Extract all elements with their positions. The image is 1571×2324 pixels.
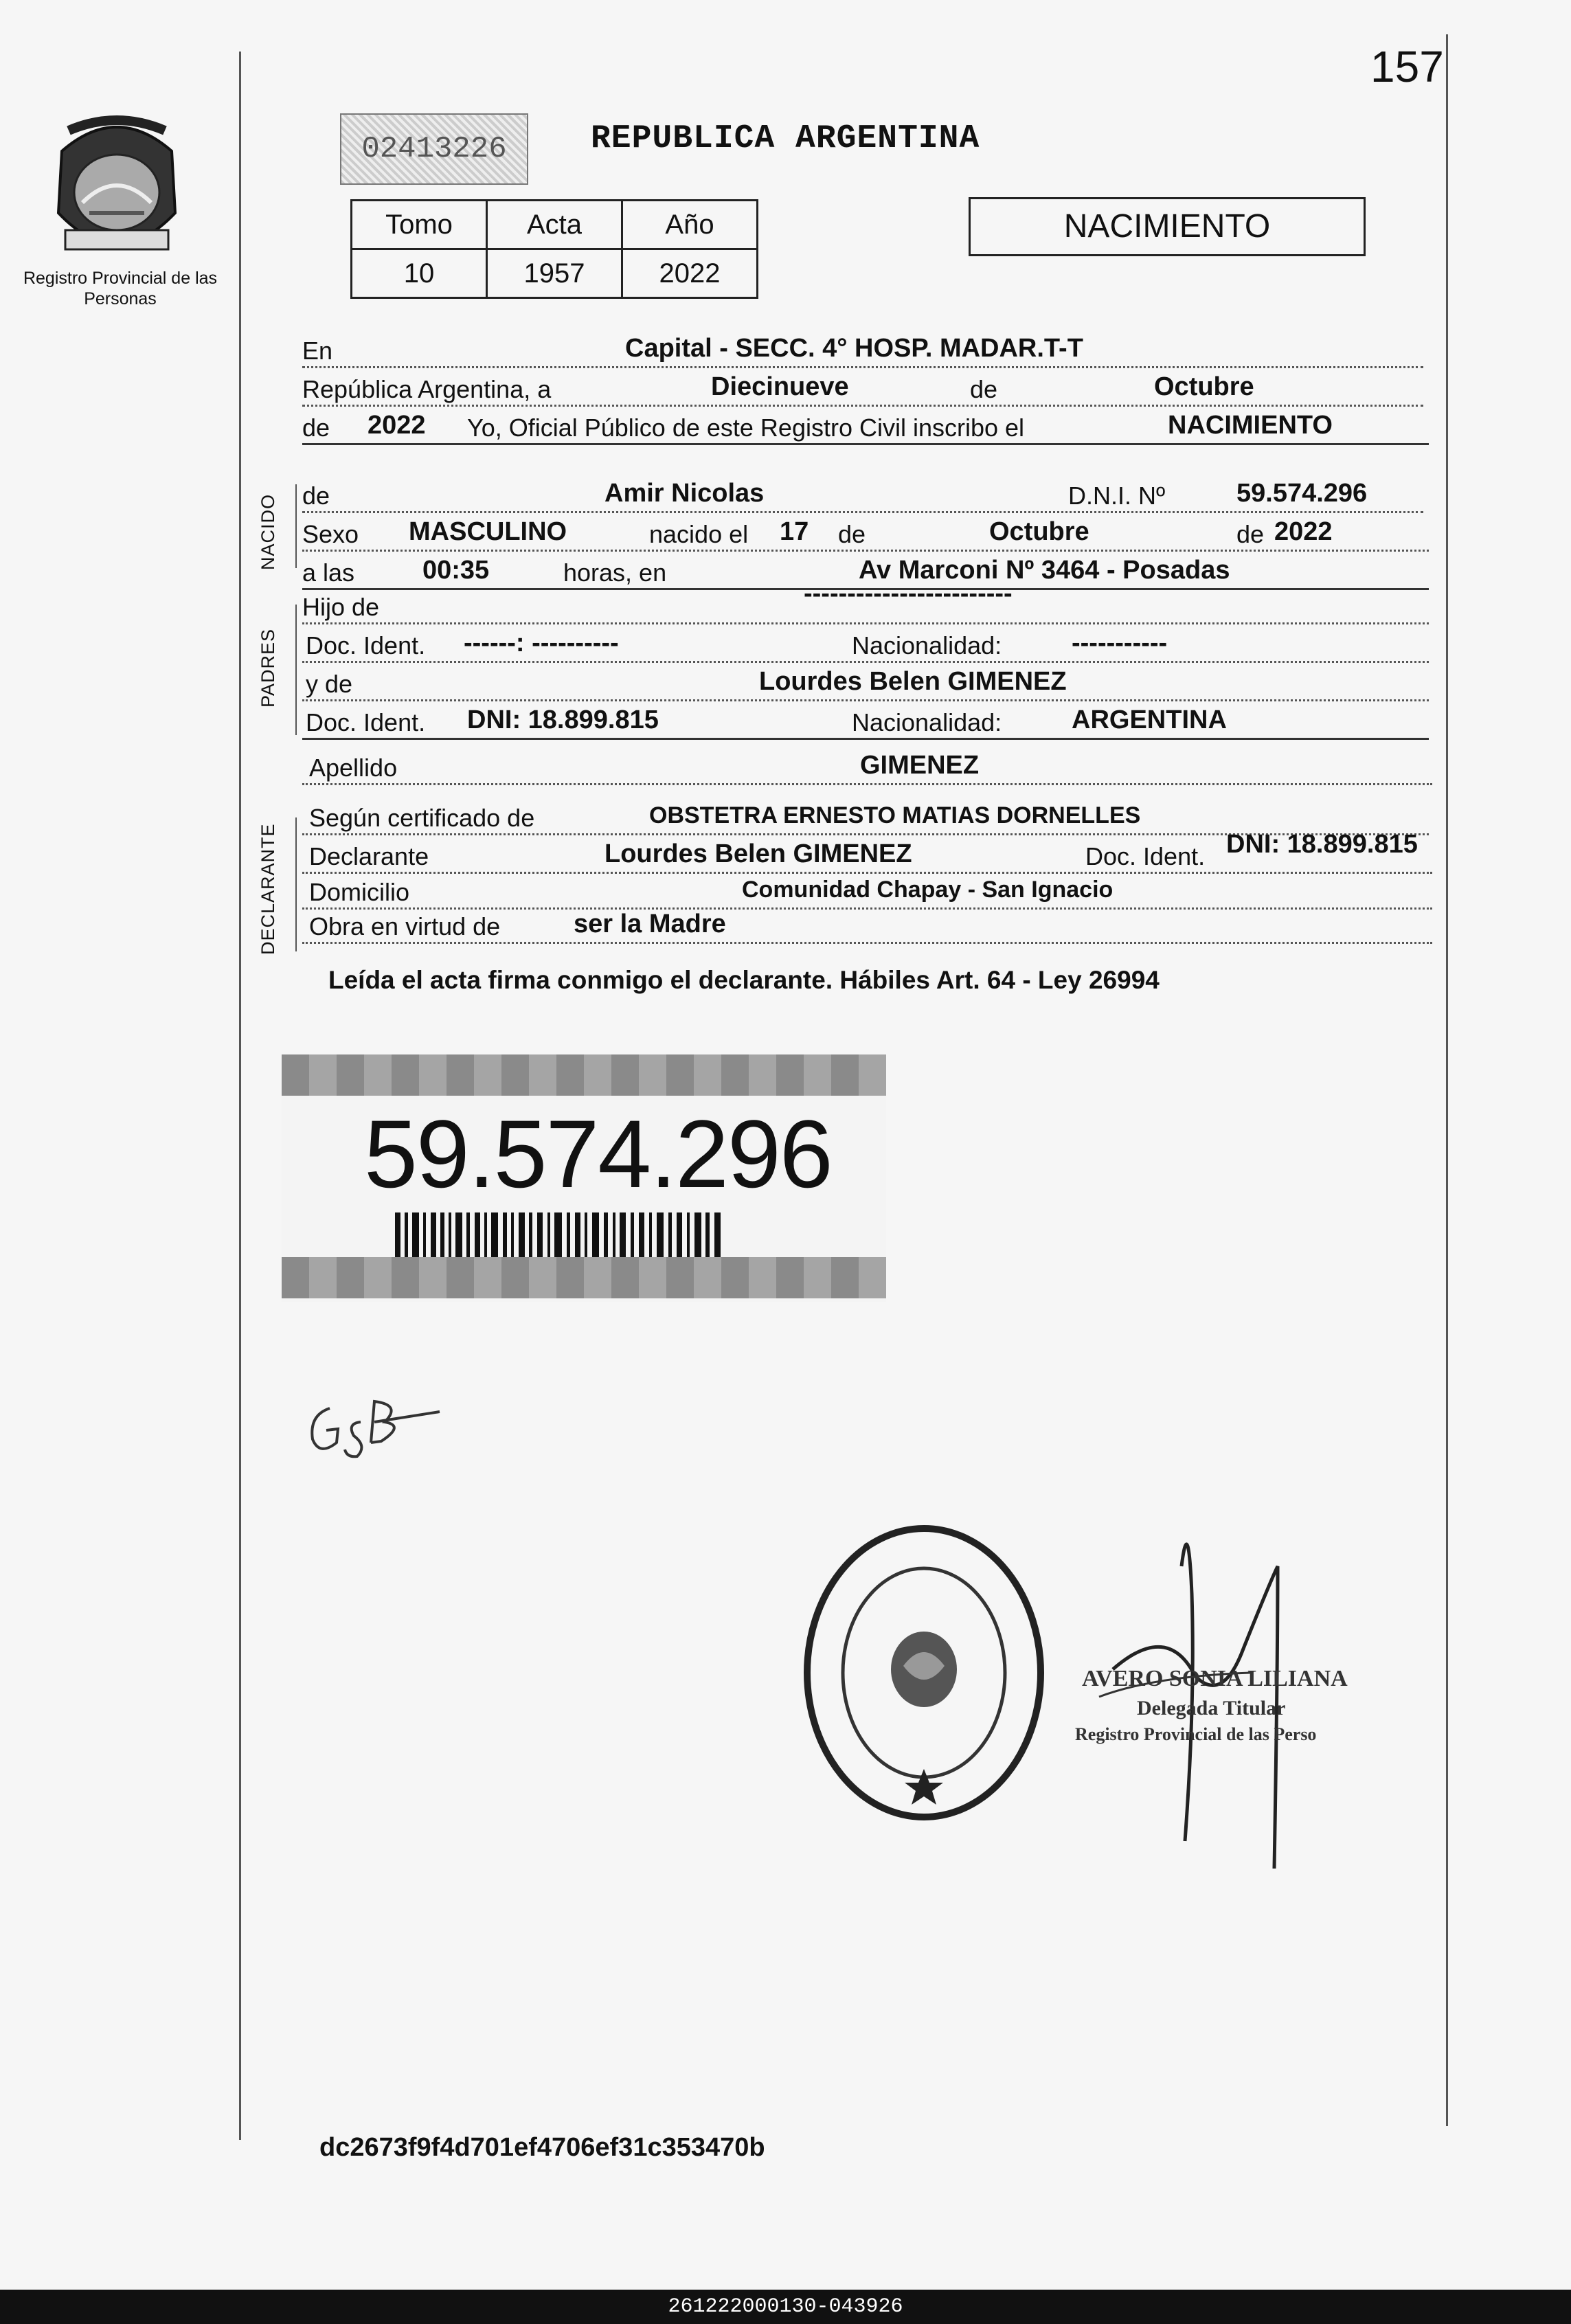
mother-row	[302, 661, 1429, 701]
label-doc-ident-father: Doc. Ident.	[306, 631, 426, 659]
page-number: 157	[1370, 42, 1444, 91]
act-type-value: NACIMIENTO	[1168, 411, 1333, 440]
label-republica-a: República Argentina, a	[302, 375, 552, 403]
label-obra-en-virtud: Obra en virtud de	[309, 912, 501, 940]
tomo-header: Tomo	[352, 201, 487, 249]
acta-header: Acta	[487, 201, 622, 249]
label-apellido: Apellido	[309, 754, 398, 782]
label-nacionalidad-father: Nacionalidad:	[852, 631, 1002, 659]
father-nationality-value: -----------	[1072, 629, 1168, 657]
misiones-coat-of-arms-logo	[41, 110, 192, 268]
birth-month-value: Octubre	[989, 517, 1089, 546]
label-domicilio: Domicilio	[309, 878, 410, 906]
father-doc-row	[302, 622, 1429, 663]
barcode-icon	[395, 1212, 725, 1261]
sex-birth-row	[302, 511, 1429, 552]
place-row	[302, 328, 1423, 368]
label-de-month: de	[838, 520, 866, 548]
birth-time-value: 00:35	[422, 556, 490, 585]
year-value: 2022	[368, 411, 426, 440]
mother-doc-row	[302, 699, 1429, 740]
label-de-year: de	[302, 414, 330, 442]
label-hijo-de: Hijo de	[302, 593, 380, 621]
birth-year-value: 2022	[1274, 517, 1333, 546]
section-declarante: DECLARANTE	[258, 823, 278, 955]
father-name-value: ------------------------	[804, 579, 1013, 608]
certificate-value: OBSTETRA ERNESTO MATIAS DORNELLES	[649, 802, 1141, 828]
mother-nationality-value: ARGENTINA	[1072, 706, 1227, 734]
date-row	[302, 366, 1423, 407]
acting-as-value: ser la Madre	[574, 910, 726, 938]
dni-large-number: 59.574.296	[364, 1100, 832, 1208]
left-margin-line	[239, 52, 241, 2140]
place-value: Capital - SECC. 4° HOSP. MADAR.T-T	[625, 334, 1083, 363]
acta-value: 1957	[487, 249, 622, 298]
father-row	[302, 579, 1429, 624]
acting-as-row	[302, 903, 1432, 944]
signature-title: Delegada Titular	[1137, 1697, 1286, 1719]
mother-name-value: Lourdes Belen GIMENEZ	[759, 667, 1067, 696]
dni-number-card	[282, 1054, 886, 1302]
year-row	[302, 405, 1429, 445]
label-doc-ident-mother: Doc. Ident.	[306, 708, 426, 736]
birth-day-value: 17	[780, 517, 809, 546]
declarant-row	[302, 830, 1432, 874]
label-doc-ident-declarant: Doc. Ident.	[1085, 842, 1206, 870]
label-a-las: a las	[302, 559, 355, 587]
label-y-de: y de	[306, 670, 353, 698]
label-de: de	[970, 375, 998, 403]
name-value: Amir Nicolas	[604, 479, 765, 508]
declarant-value: Lourdes Belen GIMENEZ	[604, 839, 912, 868]
signature-org: Registro Provincial de las Perso	[1075, 1724, 1317, 1744]
declarante-bracket	[295, 817, 297, 951]
right-margin-line	[1446, 34, 1448, 2126]
label-declarante: Declarante	[309, 842, 429, 870]
official-stamp	[800, 1522, 1048, 1824]
surname-value: GIMENEZ	[860, 751, 980, 780]
label-segun-certificado: Según certificado de	[309, 804, 535, 832]
document-type-box: NACIMIENTO	[969, 197, 1366, 256]
label-oficial: Yo, Oficial Público de este Registro Civil inscribo el	[467, 414, 1025, 442]
serial-number: 02413226	[340, 113, 528, 185]
birth-place-value: Av Marconi Nº 3464 - Posadas	[859, 556, 1230, 585]
tomo-value: 10	[352, 249, 487, 298]
surname-row	[302, 745, 1432, 785]
footer-code-bar: 261222000130-043926	[0, 2290, 1571, 2324]
label-nacido-el: nacido el	[649, 520, 749, 548]
declarant-doc-value: DNI: 18.899.815	[1226, 830, 1418, 859]
label-de-birth-year: de	[1236, 520, 1265, 548]
document-hash: dc2673f9f4d701ef4706ef31c353470b	[319, 2133, 765, 2162]
label-nombre-de: de	[302, 482, 330, 510]
closing-note: Leída el acta firma conmigo el declarante. Hábiles Art. 64 - Ley 26994	[328, 966, 1160, 994]
mother-doc-value: DNI: 18.899.815	[467, 706, 659, 734]
section-nacido: NACIDO	[258, 493, 278, 570]
signature-name: AVERO SONIA LILIANA	[1082, 1666, 1348, 1691]
country-title: REPUBLICA ARGENTINA	[591, 120, 980, 157]
padres-bracket	[295, 605, 297, 735]
sex-value: MASCULINO	[409, 517, 567, 546]
label-dni: D.N.I. Nº	[1068, 482, 1166, 510]
day-value: Diecinueve	[711, 372, 849, 401]
section-padres: PADRES	[258, 628, 278, 708]
father-doc-value: ------: ----------	[464, 629, 619, 657]
dni-value: 59.574.296	[1236, 479, 1368, 508]
name-row	[302, 473, 1423, 513]
dni-card-top-band	[282, 1054, 886, 1096]
label-en: En	[302, 337, 333, 365]
ano-header: Año	[622, 201, 758, 249]
registry-table	[350, 199, 758, 299]
label-sexo: Sexo	[302, 520, 359, 548]
nacido-bracket	[295, 484, 297, 568]
label-nacionalidad-mother: Nacionalidad:	[852, 708, 1002, 736]
dni-card-bottom-band	[282, 1257, 886, 1298]
handwritten-initials	[302, 1381, 467, 1463]
label-horas-en: horas, en	[563, 559, 667, 587]
registry-logo-label: Registro Provincial de las Personas	[23, 269, 218, 308]
ano-value: 2022	[622, 249, 758, 298]
month-value: Octubre	[1154, 372, 1254, 401]
address-value: Comunidad Chapay - San Ignacio	[742, 877, 1114, 903]
